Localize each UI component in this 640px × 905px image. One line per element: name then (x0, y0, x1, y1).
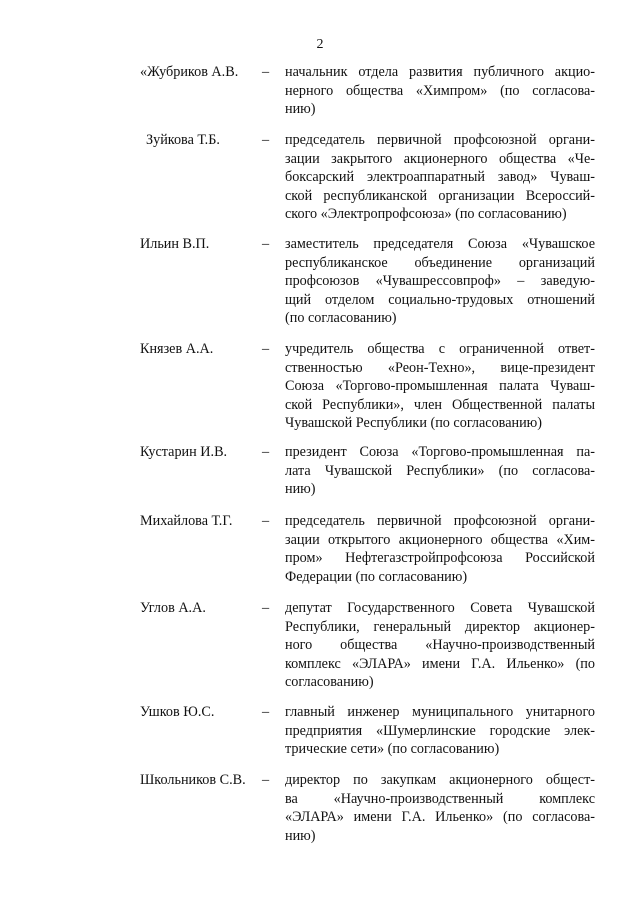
member-name: Школьников С.В. (140, 772, 246, 788)
member-name: Зуйкова Т.Б. (146, 132, 220, 148)
description-line: пром» Нефтегазстройпрофсоюза Российской (285, 550, 595, 567)
description-line: нию) (285, 827, 316, 844)
description-line: зации открытого акционерного общества «Хим- (285, 531, 595, 548)
description-line: председатель первичной профсоюзной органи- (285, 513, 595, 529)
member-name: Князев А.А. (140, 341, 214, 357)
description-line: Чувашской Республики (по согласованию) (285, 415, 543, 432)
description-line: предприятия «Шумерлинские городские элек- (285, 722, 595, 739)
description-line: главный инженер муниципального унитарного (285, 704, 595, 720)
member-description (285, 131, 595, 224)
description-line: ственностью «Реон-Техно», вице-президент (285, 359, 595, 376)
member-name: Ильин В.П. (140, 236, 210, 252)
description-line: ного общества «Научно-производственный (285, 637, 595, 654)
page-number: 2 (316, 37, 324, 52)
member-description (285, 771, 595, 845)
description-line: депутат Государственного Совета Чувашской (285, 600, 595, 616)
description-line: лата Чувашской Республики» (по согласова- (285, 462, 595, 479)
dash-separator: – (262, 704, 270, 720)
member-description (285, 443, 595, 499)
member-name: Михайлова Т.Г. (140, 513, 233, 529)
member-description (285, 599, 595, 692)
description-line: ского «Электропрофсоюза» (по согласованию) (285, 206, 567, 223)
dash-separator: – (262, 64, 270, 80)
member-description (285, 512, 595, 586)
description-line: согласованию) (285, 674, 374, 691)
description-line: Федерации (по согласованию) (285, 568, 468, 585)
description-line: комплекс «ЭЛАРА» имени Г.А. Ильенко» (по (285, 655, 595, 672)
dash-separator: – (262, 236, 270, 252)
description-line: республиканское объединение организаций (285, 254, 595, 271)
description-line: «ЭЛАРА» имени Г.А. Ильенко» (по согласова- (285, 809, 595, 826)
member-name: Кустарин И.В. (140, 444, 228, 460)
member-name: Углов А.А. (140, 600, 206, 616)
description-line: нерного общества «Химпром» (по согласова- (285, 82, 595, 99)
description-line: трические сети» (по согласованию) (285, 741, 500, 758)
description-line: президент Союза «Торгово-промышленная па- (285, 444, 595, 460)
description-line: ской Республики», член Общественной палаты (285, 396, 595, 413)
member-description (285, 340, 595, 433)
dash-separator: – (262, 513, 270, 529)
dash-separator: – (262, 600, 270, 616)
dash-separator: – (262, 772, 270, 788)
description-line: нию) (285, 101, 316, 118)
member-name: «Жубриков А.В. (140, 64, 239, 80)
member-name: Ушков Ю.С. (140, 704, 215, 720)
dash-separator: – (262, 444, 270, 460)
member-description (285, 235, 595, 328)
description-line: председатель первичной профсоюзной органи- (285, 132, 595, 148)
description-line: Союза «Торгово-промышленная палата Чуваш- (285, 378, 595, 395)
description-line: (по согласованию) (285, 310, 397, 327)
dash-separator: – (262, 341, 270, 357)
description-line: боксарский электроаппаратный завод» Чуваш- (285, 169, 595, 186)
dash-separator: – (262, 132, 270, 148)
description-line: учредитель общества с ограниченной ответ- (285, 341, 595, 357)
description-line: нию) (285, 481, 316, 498)
description-line: профсоюзов «Чувашрессовпроф» – заведую- (285, 273, 595, 290)
member-description (285, 63, 595, 119)
description-line: директор по закупкам акционерного общест- (285, 772, 595, 788)
description-line: ской республиканской организации Всероссий- (285, 187, 595, 204)
description-line: ва «Научно-производственный комплекс (285, 790, 595, 807)
member-description (285, 703, 595, 759)
description-line: щий отделом социально-трудовых отношений (285, 291, 595, 308)
description-line: зации закрытого акционерного общества «Че- (285, 150, 595, 167)
description-line: заместитель председателя Союза «Чувашское (285, 236, 595, 252)
description-line: начальник отдела развития публичного акцио- (285, 64, 595, 80)
description-line: Республики, генеральный директор акционер- (285, 618, 595, 635)
